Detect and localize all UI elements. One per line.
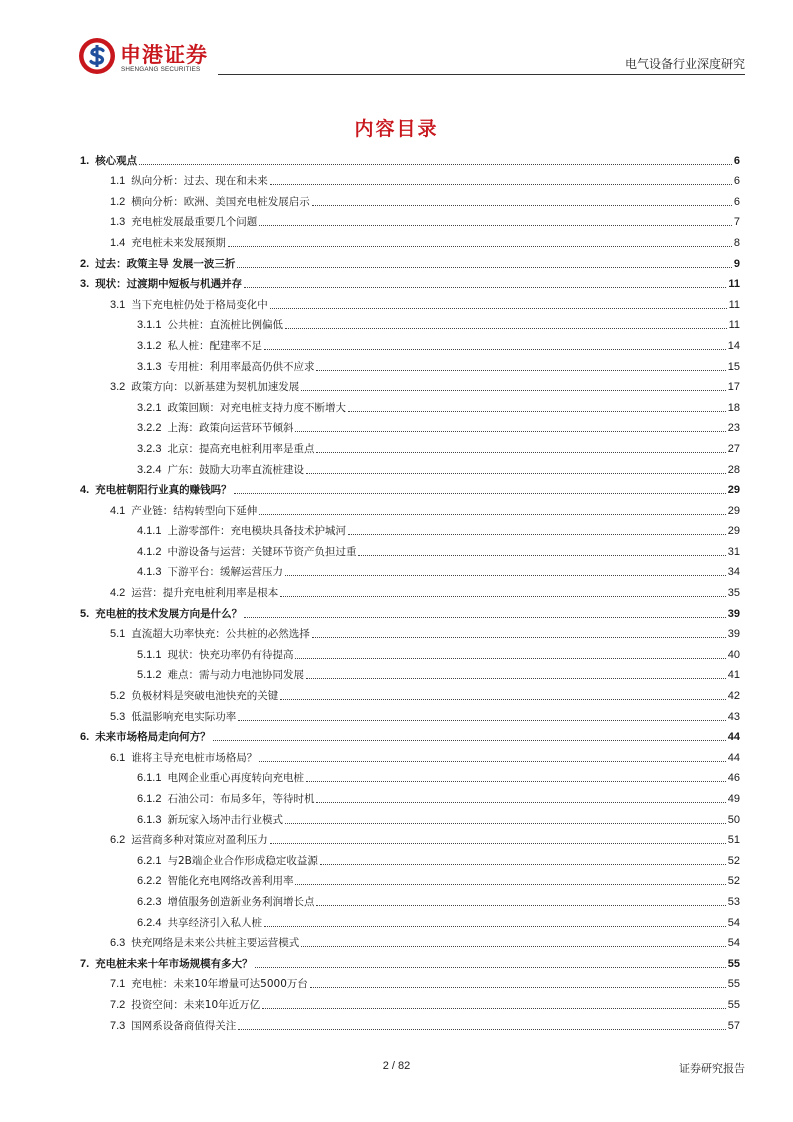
toc-entry-page: 6 xyxy=(733,195,740,208)
toc-entry-label: 充电桩未来发展预期 xyxy=(131,236,226,249)
toc-entry-page: 18 xyxy=(727,401,740,414)
toc-entry[interactable] xyxy=(80,950,740,971)
toc-entry-page: 9 xyxy=(733,257,740,270)
toc-entry-page: 40 xyxy=(727,648,740,661)
toc-entry-label: 难点：需与动力电池协同发展 xyxy=(167,669,304,682)
toc-entry-page: 51 xyxy=(727,834,740,847)
toc-dot-leader xyxy=(213,740,726,741)
toc-entry-page: 17 xyxy=(727,381,740,394)
toc-entry-label: 运营商多种对策应对盈利压力 xyxy=(131,834,268,847)
toc-entry[interactable] xyxy=(80,1012,740,1033)
toc-dot-leader xyxy=(316,905,725,906)
toc-entry-page: 53 xyxy=(727,895,740,908)
toc-entry-label: 广东：鼓励大功率直流桩建设 xyxy=(167,463,304,476)
toc-dot-leader xyxy=(295,884,725,885)
toc-entry[interactable] xyxy=(80,435,740,456)
toc-entry-page: 44 xyxy=(727,751,740,764)
toc-entry-label: 充电桩的技术发展方向是什么？ xyxy=(95,607,243,620)
toc-entry[interactable] xyxy=(80,538,740,559)
toc-entry-page: 54 xyxy=(727,937,740,950)
toc-dot-leader xyxy=(270,184,732,185)
toc-dot-leader xyxy=(139,164,732,165)
toc-entry-number: 6.2.4 xyxy=(137,916,162,929)
toc-entry-label: 专用桩：利用率最高仍供不应求 xyxy=(167,360,315,373)
toc-entry-number: 5.1.1 xyxy=(137,648,162,661)
toc-dot-leader xyxy=(320,864,726,865)
toc-entry-label: 未来市场格局走向何方？ xyxy=(95,731,211,744)
toc-entry[interactable] xyxy=(80,168,740,189)
toc-dot-leader xyxy=(316,802,725,803)
toc-entry-label: 快充网络是未来公共桩主要运营模式 xyxy=(131,937,300,950)
toc-dot-leader xyxy=(358,555,725,556)
toc-entry-page: 6 xyxy=(733,154,740,167)
report-label: 证券研究报告 xyxy=(679,1062,745,1075)
toc-entry-number: 7.3 xyxy=(110,1019,126,1032)
toc-entry-number: 4.1.2 xyxy=(137,545,162,558)
toc-dot-leader xyxy=(270,308,727,309)
toc-entry-label: 下游平台：缓解运营压力 xyxy=(167,566,283,579)
toc-entry-label: 负极材料是突破电池快充的关键 xyxy=(131,690,279,703)
toc-entry-number: 5.2 xyxy=(110,690,126,703)
toc-entry-label: 电网企业重心再度转向充电桩 xyxy=(167,772,304,785)
toc-entry-number: 3.2 xyxy=(110,381,126,394)
page-header xyxy=(78,36,745,80)
toc-entry-label: 投资空间：未来10年近万亿 xyxy=(131,998,261,1011)
logo-english-name: SHENGANG SECURITIES xyxy=(121,66,201,73)
toc-entry-number: 3. xyxy=(80,278,90,291)
toc-entry-label: 谁将主导充电桩市场格局？ xyxy=(131,751,258,764)
toc-entry[interactable] xyxy=(80,559,740,580)
toc-entry[interactable] xyxy=(80,209,740,230)
toc-entry-number: 4.1.3 xyxy=(137,566,162,579)
logo-emblem-icon xyxy=(78,37,116,75)
toc-entry-page: 15 xyxy=(727,360,740,373)
toc-entry[interactable] xyxy=(80,827,740,848)
toc-entry-page: 11 xyxy=(728,278,740,291)
toc-dot-leader xyxy=(280,699,725,700)
toc-dot-leader xyxy=(264,349,726,350)
toc-entry-page: 27 xyxy=(727,442,740,455)
toc-entry-label: 共享经济引入私人桩 xyxy=(167,916,262,929)
toc-entry-label: 现状：过渡期中短板与机遇并存 xyxy=(95,278,243,291)
toc-dot-leader xyxy=(237,267,732,268)
toc-entry-label: 过去：政策主导 发展一波三折 xyxy=(95,257,236,270)
toc-entry-number: 6.1 xyxy=(110,751,126,764)
toc-entry-label: 当下充电桩仍处于格局变化中 xyxy=(131,298,268,311)
toc-entry-page: 52 xyxy=(727,854,740,867)
toc-dot-leader xyxy=(285,328,727,329)
toc-entry-label: 上海：政策向运营环节倾斜 xyxy=(167,422,294,435)
toc-entry[interactable] xyxy=(80,724,740,745)
toc-entry-number: 4.1 xyxy=(110,504,126,517)
toc-entry[interactable] xyxy=(80,909,740,930)
toc-entry-page: 55 xyxy=(727,957,740,970)
toc-dot-leader xyxy=(306,781,726,782)
toc-entry-number: 6.2.2 xyxy=(137,875,162,888)
toc-entry-label: 政策回顾：对充电桩支持力度不断增大 xyxy=(167,401,346,414)
toc-entry-number: 3.2.4 xyxy=(137,463,162,476)
toc-dot-leader xyxy=(259,225,732,226)
toc-entry-number: 3.2.2 xyxy=(137,422,162,435)
toc-entry[interactable] xyxy=(80,312,740,333)
toc-entry-label: 充电桩发展最重要几个问题 xyxy=(131,216,258,229)
toc-dot-leader xyxy=(295,658,725,659)
toc-entry-page: 29 xyxy=(727,525,740,538)
toc-entry-page: 7 xyxy=(733,216,740,229)
header-divider xyxy=(218,74,745,75)
toc-entry-page: 42 xyxy=(727,690,740,703)
toc-dot-leader xyxy=(348,411,726,412)
toc-dot-leader xyxy=(348,534,726,535)
toc-entry-page: 55 xyxy=(727,998,740,1011)
toc-dot-leader xyxy=(244,287,726,288)
toc-entry-label: 充电桩未来十年市场规模有多大？ xyxy=(95,957,253,970)
toc-dot-leader xyxy=(280,596,725,597)
company-logo xyxy=(78,36,238,76)
toc-entry[interactable] xyxy=(80,250,740,271)
toc-dot-leader xyxy=(301,946,725,947)
toc-entry-page: 39 xyxy=(727,628,740,641)
toc-entry-label: 与2B端企业合作形成稳定收益源 xyxy=(167,854,318,867)
page-number: 2 / 82 xyxy=(382,1060,411,1072)
toc-entry-page: 14 xyxy=(727,339,740,352)
toc-entry-page: 23 xyxy=(727,422,740,435)
toc-entry[interactable] xyxy=(80,477,740,498)
toc-entry-number: 7.1 xyxy=(110,978,126,991)
toc-entry-page: 46 xyxy=(727,772,740,785)
toc-entry[interactable] xyxy=(80,930,740,951)
toc-dot-leader xyxy=(244,617,726,618)
toc-entry-page: 43 xyxy=(727,710,740,723)
toc-entry-page: 31 xyxy=(727,545,740,558)
toc-dot-leader xyxy=(312,637,726,638)
toc-entry[interactable] xyxy=(80,456,740,477)
toc-entry[interactable] xyxy=(80,353,740,374)
toc-entry[interactable] xyxy=(80,847,740,868)
toc-dot-leader xyxy=(306,473,726,474)
toc-entry-label: 纵向分析：过去、现在和未来 xyxy=(131,175,268,188)
toc-entry-number: 3.1.1 xyxy=(137,319,162,332)
toc-entry-number: 3.2.3 xyxy=(137,442,162,455)
toc-entry[interactable] xyxy=(80,991,740,1012)
toc-entry[interactable] xyxy=(80,785,740,806)
toc-entry-number: 6.2 xyxy=(110,834,126,847)
toc-entry-number: 2. xyxy=(80,257,90,270)
toc-entry-number: 1. xyxy=(80,154,90,167)
toc-entry-number: 3.1 xyxy=(110,298,126,311)
toc-entry-number: 1.2 xyxy=(110,195,126,208)
toc-entry-number: 6.1.3 xyxy=(137,813,162,826)
toc-entry-label: 公共桩：直流桩比例偏低 xyxy=(167,319,283,332)
toc-entry-number: 5. xyxy=(80,607,90,620)
toc-entry-number: 4.1.1 xyxy=(137,525,162,538)
toc-entry-number: 5.1 xyxy=(110,628,126,641)
toc-dot-leader xyxy=(301,390,725,391)
toc-entry-number: 6.3 xyxy=(110,937,126,950)
toc-entry-number: 5.3 xyxy=(110,710,126,723)
toc-entry-number: 7. xyxy=(80,957,90,970)
toc-entry-label: 北京：提高充电桩利用率是重点 xyxy=(167,442,315,455)
report-type: 电气设备行业深度研究 xyxy=(624,57,745,71)
toc-entry-page: 44 xyxy=(727,731,740,744)
toc-entry-page: 11 xyxy=(728,319,740,332)
toc-entry-number: 4. xyxy=(80,484,90,497)
toc-entry[interactable] xyxy=(80,600,740,621)
toc-entry-page: 35 xyxy=(727,587,740,600)
toc-entry-label: 上游零部件：充电模块具备技术护城河 xyxy=(167,525,346,538)
toc-entry-page: 6 xyxy=(733,175,740,188)
toc-entry[interactable] xyxy=(80,415,740,436)
toc-entry[interactable] xyxy=(80,971,740,992)
toc-dot-leader xyxy=(316,370,725,371)
toc-dot-leader xyxy=(285,823,726,824)
toc-entry[interactable] xyxy=(80,662,740,683)
toc-entry-number: 1.4 xyxy=(110,236,126,249)
toc-entry-label: 低温影响充电实际功率 xyxy=(131,710,237,723)
toc-entry[interactable] xyxy=(80,332,740,353)
toc-entry[interactable] xyxy=(80,394,740,415)
logo-chinese-name: 申港证券 xyxy=(120,43,208,67)
toc-entry-page: 41 xyxy=(727,669,740,682)
toc-dot-leader xyxy=(234,493,726,494)
toc-entry-label: 产业链：结构转型向下延伸 xyxy=(131,504,258,517)
toc-entry-number: 6.1.2 xyxy=(137,793,162,805)
toc-entry[interactable] xyxy=(80,579,740,600)
toc-entry-label: 石油公司：布局多年，等待时机 xyxy=(167,793,315,805)
toc-entry[interactable] xyxy=(80,374,740,395)
toc-entry-label: 充电桩：未来10年增量可达5000万台 xyxy=(131,978,308,991)
toc-entry-label: 充电桩朝阳行业真的赚钱吗？ xyxy=(95,484,232,497)
toc-entry-number: 5.1.2 xyxy=(137,669,162,682)
toc-entry-page: 28 xyxy=(727,463,740,476)
toc-entry-number: 7.2 xyxy=(110,998,126,1011)
toc-entry-label: 横向分析：欧洲、美国充电桩发展启示 xyxy=(131,195,310,208)
toc-entry-label: 政策方向：以新基建为契机加速发展 xyxy=(131,381,300,394)
toc-entry-number: 1.3 xyxy=(110,216,126,229)
toc-entry-page: 8 xyxy=(733,236,740,249)
toc-dot-leader xyxy=(312,205,732,206)
toc-entry-page: 39 xyxy=(727,607,740,620)
toc-entry-page: 55 xyxy=(727,978,740,991)
toc-entry[interactable] xyxy=(80,682,740,703)
toc-entry-page: 54 xyxy=(727,916,740,929)
toc-entry-page: 11 xyxy=(728,298,740,311)
toc-entry-number: 4.2 xyxy=(110,587,126,600)
toc-dot-leader xyxy=(259,514,725,515)
toc-entry[interactable] xyxy=(80,291,740,312)
table-of-contents xyxy=(80,147,740,1033)
toc-dot-leader xyxy=(310,987,726,988)
toc-entry-label: 增值服务创造新业务利润增长点 xyxy=(167,895,315,908)
toc-entry[interactable] xyxy=(80,641,740,662)
toc-entry-page: 52 xyxy=(727,875,740,888)
toc-entry[interactable] xyxy=(80,271,740,292)
toc-entry-number: 6.1.1 xyxy=(137,772,162,785)
toc-dot-leader xyxy=(270,843,726,844)
toc-entry-label: 中游设备与运营：关键环节资产负担过重 xyxy=(167,545,357,558)
toc-entry[interactable] xyxy=(80,497,740,518)
toc-entry-label: 智能化充电网络改善利用率 xyxy=(167,875,294,888)
toc-entry-number: 6.2.1 xyxy=(137,854,162,867)
toc-dot-leader xyxy=(316,452,725,453)
toc-entry-label: 核心观点 xyxy=(95,154,138,167)
toc-entry[interactable] xyxy=(80,703,740,724)
toc-entry[interactable] xyxy=(80,188,740,209)
toc-entry-number: 3.2.1 xyxy=(137,401,162,414)
toc-entry[interactable] xyxy=(80,744,740,765)
toc-dot-leader xyxy=(262,1008,726,1009)
toc-dot-leader xyxy=(238,720,725,721)
toc-entry-number: 1.1 xyxy=(110,175,126,188)
toc-entry-page: 57 xyxy=(727,1019,740,1032)
toc-entry[interactable] xyxy=(80,868,740,889)
toc-entry-number: 6.2.3 xyxy=(137,895,162,908)
toc-dot-leader xyxy=(264,926,726,927)
toc-entry-label: 运营：提升充电桩利用率是根本 xyxy=(131,587,279,600)
toc-entry-label: 国网系设备商值得关注 xyxy=(131,1019,237,1032)
toc-entry-label: 私人桩：配建率不足 xyxy=(167,339,262,352)
toc-entry-page: 29 xyxy=(727,504,740,517)
toc-dot-leader xyxy=(259,761,725,762)
toc-dot-leader xyxy=(238,1029,725,1030)
toc-dot-leader xyxy=(306,678,726,679)
toc-entry-number: 3.1.3 xyxy=(137,360,162,373)
toc-entry[interactable] xyxy=(80,888,740,909)
toc-entry-label: 现状：快充功率仍有待提高 xyxy=(167,648,294,661)
toc-entry-label: 新玩家入场冲击行业模式 xyxy=(167,813,283,826)
toc-dot-leader xyxy=(255,967,726,968)
toc-entry[interactable] xyxy=(80,765,740,786)
toc-entry-page: 34 xyxy=(727,566,740,579)
toc-dot-leader xyxy=(295,431,725,432)
toc-entry-page: 49 xyxy=(727,793,740,805)
page-title: 内容目录 xyxy=(354,118,439,140)
toc-entry-number: 3.1.2 xyxy=(137,339,162,352)
toc-entry[interactable] xyxy=(80,806,740,827)
toc-entry-label: 直流超大功率快充：公共桩的必然选择 xyxy=(131,628,310,641)
toc-dot-leader xyxy=(228,246,732,247)
toc-entry[interactable] xyxy=(80,621,740,642)
toc-dot-leader xyxy=(285,575,726,576)
toc-entry-number: 6. xyxy=(80,731,90,744)
toc-entry[interactable] xyxy=(80,147,740,168)
toc-entry-page: 50 xyxy=(727,813,740,826)
toc-entry[interactable] xyxy=(80,518,740,539)
toc-entry-page: 29 xyxy=(727,484,740,497)
toc-entry[interactable] xyxy=(80,229,740,250)
